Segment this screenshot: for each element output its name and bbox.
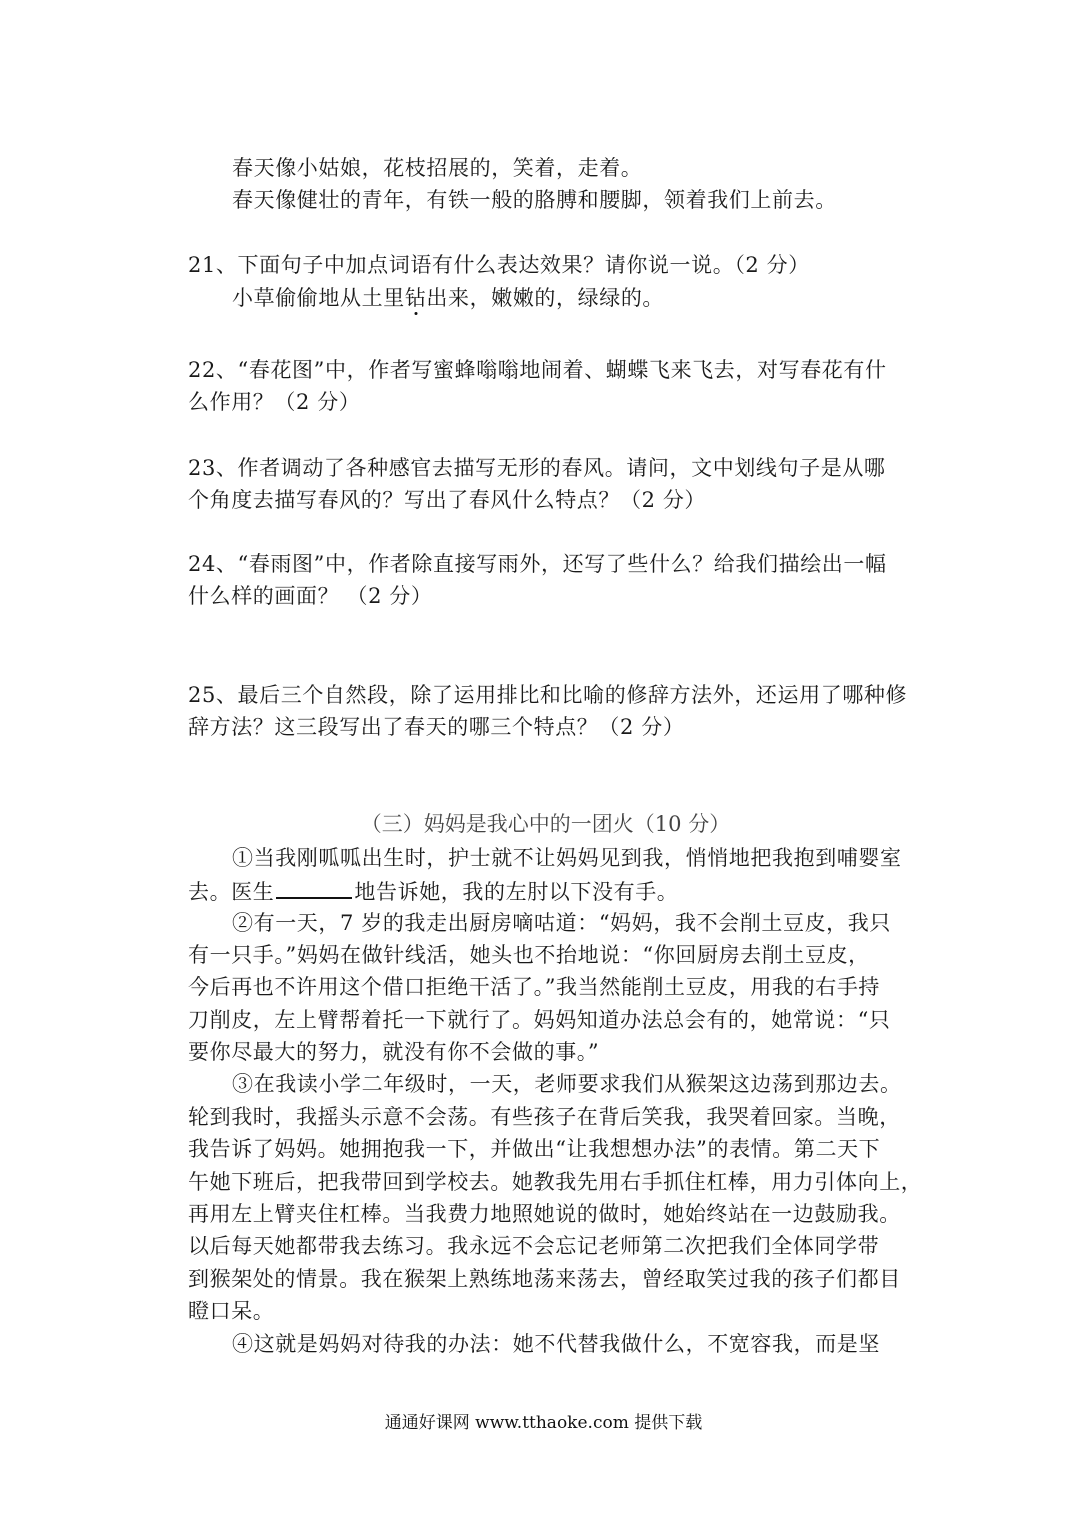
paragraph-2-line-5: 要你尽最大的努力，就没有你不会做的事。” [188,1040,600,1064]
question-25-line-1: 25、最后三个自然段，除了运用排比和比喻的修辞方法外，还运用了哪种修 [188,683,908,707]
sentence-part: 小草偷偷地从土里 [232,286,405,310]
question-24-line-2: 什么样的画面？ （2 分） [188,584,433,608]
question-24-line-1: 24、“春雨图”中，作者除直接写雨外，还写了些什么？给我们描绘出一幅 [188,552,887,576]
paragraph-3-line-3: 我告诉了妈妈。她拥抱我一下，并做出“让我想想办法”的表情。第二天下 [188,1137,881,1161]
paragraph-2-line-1: ②有一天，7 岁的我走出厨房嘀咕道：“妈妈，我不会削土豆皮，我只 [232,911,891,935]
poem-line-2: 春天像健壮的青年，有铁一般的胳膊和腰脚，领着我们上前去。 [232,188,837,212]
page-footer: 通通好课网 www.tthaoke.com 提供下载 [384,1413,703,1433]
question-23-line-2: 个角度去描写春风的？写出了春风什么特点？（2 分） [188,488,707,512]
section-heading: （三）妈妈是我心中的一团火（10 分） [360,812,731,836]
poem-line-1: 春天像小姑娘，花枝招展的，笑着，走着。 [232,156,643,180]
question-23-line-1: 23、作者调动了各种感官去描写无形的春风。请问，文中划线句子是从哪 [188,456,886,480]
sentence-part: 出来，嫩嫩的，绿绿的。 [426,286,665,310]
paragraph-2-line-4: 刀削皮，左上臂帮着托一下就行了。妈妈知道办法总会有的，她常说：“只 [188,1008,891,1032]
question-25-line-2: 辞方法？这三段写出了春天的哪三个特点？（2 分） [188,715,685,739]
paragraph-1-line-2 [188,879,903,904]
question-21-sentence [232,286,947,310]
paragraph-3-line-1: ③在我读小学二年级时，一天，老师要求我们从猴架这边荡到那边去。 [232,1072,902,1096]
paragraph-1-line-1: ①当我刚呱呱出生时，护士就不让妈妈见到我，悄悄地把我抱到哺婴室 [232,846,902,870]
question-22-line-1: 22、“春花图”中，作者写蜜蜂嗡嗡地闹着、蝴蝶飞来飞去，对写春花有什 [188,358,887,382]
question-22-line-2: 么作用？（2 分） [188,390,361,414]
paragraph-3-line-6: 以后每天她都带我去练习。我永远不会忘记老师第二次把我们全体同学带 [188,1234,880,1258]
text-part: 去。医生 [188,880,275,904]
emphasized-word: 钻 [404,286,427,310]
paragraph-2-line-2: 有一只手。”妈妈在做针线活，她头也不抬地说：“你回厨房去削土豆皮， [188,943,870,967]
paragraph-3-line-5: 再用左上臂夹住杠棒。当我费力地照她说的做时，她始终站在一边鼓励我。 [188,1202,901,1226]
paragraph-3-line-2: 轮到我时，我摇头示意不会荡。有些孩子在背后笑我，我哭着回家。当晚， [188,1105,901,1129]
question-21: 21、下面句子中加点词语有什么表达效果？请你说一说。（2 分） [188,253,810,277]
paragraph-3-line-7: 到猴架处的情景。我在猴架上熟练地荡来荡去，曾经取笑过我的孩子们都目 [188,1267,901,1291]
paragraph-3-line-8: 瞪口呆。 [188,1299,275,1323]
fill-in-blank[interactable] [276,879,352,899]
paragraph-2-line-3: 今后再也不许用这个借口拒绝干活了。”我当然能削土豆皮，用我的右手持 [188,975,881,999]
paragraph-3-line-4: 午她下班后，把我带回到学校去。她教我先用右手抓住杠棒，用力引体向上， [188,1170,923,1194]
paragraph-4-line-1: ④这就是妈妈对待我的办法：她不代替我做什么，不宽容我，而是坚 [232,1332,880,1356]
text-part: 地告诉她，我的左肘以下没有手。 [354,880,679,904]
